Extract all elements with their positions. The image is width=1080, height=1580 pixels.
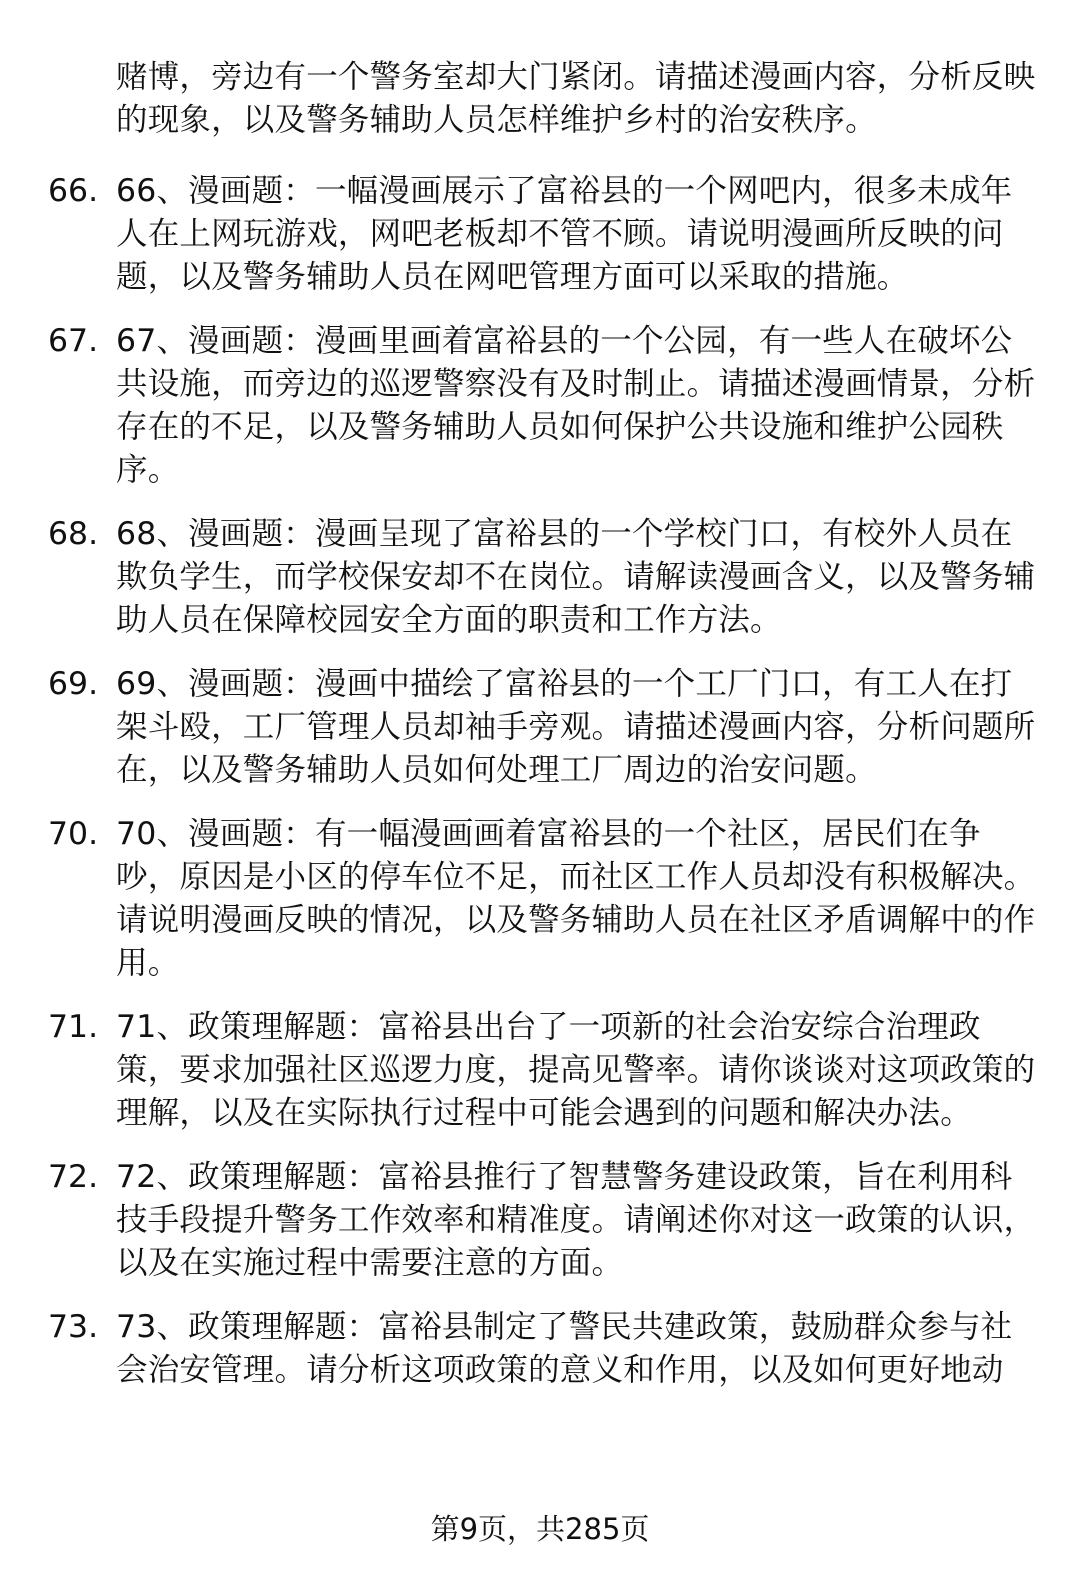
item-number: 67. — [48, 323, 99, 359]
list-item — [0, 1306, 1080, 1392]
list-item — [0, 170, 1080, 299]
item-number: 70. — [48, 816, 99, 852]
item-text: 71、政策理解题：富裕县出台了一项新的社会治安综合治理政策，要求加强社区巡逻力度，提高见警率。请你谈谈对这项政策的理解，以及在实际执行过程中可能会遇到的问题和解决办法。 — [116, 1009, 1036, 1131]
item-number: 71. — [48, 1009, 99, 1045]
list-item — [0, 813, 1080, 985]
item-number: 73. — [48, 1309, 99, 1345]
item-text: 66、漫画题：一幅漫画展示了富裕县的一个网吧内，很多未成年人在上网玩游戏，网吧老板却不管不顾。请说明漫画所反映的问题，以及警务辅助人员在网吧管理方面可以采取的措施。 — [116, 173, 1013, 295]
question-list — [0, 170, 1080, 1413]
item-number: 68. — [48, 516, 99, 552]
item-text: 73、政策理解题：富裕县制定了警民共建政策，鼓励群众参与社会治安管理。请分析这项政策的意义和作用，以及如何更好地动 — [116, 1309, 1013, 1388]
page-number-footer: 第9页，共285页 — [430, 1512, 650, 1546]
item-number: 69. — [48, 666, 99, 702]
list-item — [0, 663, 1080, 792]
list-item — [0, 513, 1080, 642]
item-text: 68、漫画题：漫画呈现了富裕县的一个学校门口，有校外人员在欺负学生，而学校保安却不在岗位。请解读漫画含义，以及警务辅助人员在保障校园安全方面的职责和工作方法。 — [116, 516, 1036, 638]
item-text: 72、政策理解题：富裕县推行了智慧警务建设政策，旨在利用科技手段提升警务工作效率和精准度。请阐述你对这一政策的认识，以及在实施过程中需要注意的方面。 — [116, 1159, 1036, 1281]
list-item — [0, 1006, 1080, 1135]
list-item — [0, 1156, 1080, 1285]
item-number: 66. — [48, 173, 99, 209]
item-text: 70、漫画题：有一幅漫画画着富裕县的一个社区，居民们在争吵，原因是小区的停车位不足，而社区工作人员却没有积极解决。请说明漫画反映的情况，以及警务辅助人员在社区矛盾调解中的作用。 — [116, 816, 1036, 981]
item-text: 67、漫画题：漫画里画着富裕县的一个公园，有一些人在破坏公共设施，而旁边的巡逻警察没有及时制止。请描述漫画情景，分析存在的不足，以及警务辅助人员如何保护公共设施和维护公园秩序。 — [116, 323, 1036, 488]
item-number: 72. — [48, 1159, 99, 1195]
continued-paragraph: 赌博，旁边有一个警务室却大门紧闭。请描述漫画内容，分析反映的现象，以及警务辅助人员怎样维护乡村的治安秩序。 — [116, 59, 1036, 138]
item-text: 69、漫画题：漫画中描绘了富裕县的一个工厂门口，有工人在打架斗殴，工厂管理人员却袖手旁观。请描述漫画内容，分析问题所在，以及警务辅助人员如何处理工厂周边的治安问题。 — [116, 666, 1036, 788]
list-item — [0, 320, 1080, 492]
